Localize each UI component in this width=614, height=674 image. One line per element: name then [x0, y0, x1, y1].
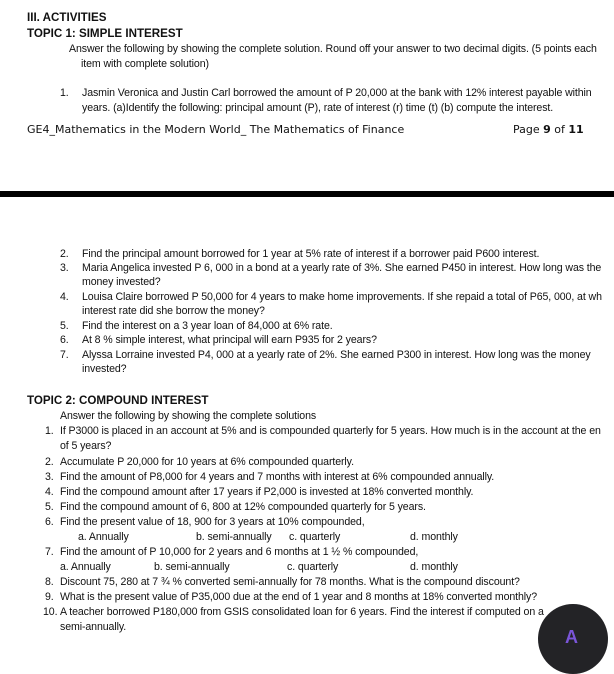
item-number: 8. — [45, 576, 54, 588]
topic1-item1-line2: years. (a)Identify the following: principal amount (P), rate of interest (r) time (t) (b) compute the interest. — [82, 102, 554, 114]
item-number: 4. — [60, 291, 69, 303]
item-number: 5. — [60, 320, 69, 332]
topic1-item7-line1: Alyssa Lorraine invested P4, 000 at a yearly rate of 2%. She earned P300 in interest. How long was the money — [82, 349, 591, 361]
page-current: 9 — [543, 123, 551, 136]
choice-d: d. monthly — [410, 561, 458, 573]
footer-course-title: GE4_Mathematics in the Modern World_ The Mathematics of Finance — [27, 123, 405, 136]
topic2-item2: Accumulate P 20,000 for 10 years at 6% compounded quarterly. — [60, 456, 354, 468]
item-number: 3. — [60, 262, 69, 274]
item-number: 1. — [60, 87, 69, 99]
item-number: 10. — [43, 606, 58, 618]
topic1-item4-line1: Louisa Claire borrowed P 50,000 for 4 years to make home improvements. If she repaid a total of P65, 000, at wh — [82, 291, 602, 303]
page-total: 11 — [568, 123, 584, 136]
topic1-item2: Find the principal amount borrowed for 1 year at 5% rate of interest if a borrower paid P600 interest. — [82, 248, 540, 260]
topic1-item7-line2: invested? — [82, 363, 127, 375]
choice-b: b. semi-annually — [154, 561, 230, 573]
accessibility-icon: A — [565, 627, 578, 647]
topic2-item1-line2: of 5 years? — [60, 440, 112, 452]
item-number: 2. — [60, 248, 69, 260]
topic2-item9: What is the present value of P35,000 due at the end of 1 year and 8 months at 18% converted monthly? — [60, 591, 538, 603]
item-number: 1. — [45, 425, 54, 437]
choice-a: a. Annually — [78, 531, 129, 543]
item-number: 3. — [45, 471, 54, 483]
topic2-item10-line1: A teacher borrowed P180,000 from GSIS consolidated loan for 6 years. Find the interest if computed on a — [60, 606, 544, 618]
item-number: 7. — [60, 349, 69, 361]
item-number: 9. — [45, 591, 54, 603]
choice-c: c. quarterly — [287, 561, 339, 573]
item-number: 5. — [45, 501, 54, 513]
topic2-instructions: Answer the following by showing the complete solutions — [60, 410, 317, 422]
topic2-item1-line1: If P3000 is placed in an account at 5% and is compounded quarterly for 5 years. How much is in the account at the en — [60, 425, 601, 437]
topic1-title: TOPIC 1: SIMPLE INTEREST — [27, 27, 183, 40]
topic1-instructions-line2: item with complete solution) — [81, 58, 209, 70]
topic2-item6: Find the present value of 18, 900 for 3 years at 10% compounded, — [60, 516, 365, 528]
topic1-item6: At 8 % simple interest, what principal will earn P935 for 2 years? — [82, 334, 377, 346]
section-title: III. ACTIVITIES — [27, 11, 107, 24]
topic1-instructions-line1: Answer the following by showing the complete solution. Round off your answer to two decimal digits. (5 points each — [69, 43, 597, 55]
choice-a: a. Annually — [60, 561, 111, 573]
topic1-item4-line2: interest rate did she borrow the money? — [82, 305, 265, 317]
page-indicator — [513, 123, 584, 136]
topic1-item5: Find the interest on a 3 year loan of 84,000 at 6% rate. — [82, 320, 333, 332]
choice-d: d. monthly — [410, 531, 458, 543]
choice-c: c. quarterly — [289, 531, 341, 543]
page-of: of — [550, 123, 569, 136]
topic2-item8: Discount 75, 280 at 7 ¾ % converted semi-annually for 78 months. What is the compound discount? — [60, 576, 520, 588]
topic2-item10-line2: semi-annually. — [60, 621, 127, 633]
choice-b: b. semi-annually — [196, 531, 272, 543]
topic2-title: TOPIC 2: COMPOUND INTEREST — [27, 394, 209, 407]
item-number: 4. — [45, 486, 54, 498]
topic1-item3-line1: Maria Angelica invested P 6, 000 in a bond at a yearly rate of 3%. She earned P450 in interest. How long was the — [82, 262, 602, 274]
topic1-item1-line1: Jasmin Veronica and Justin Carl borrowed the amount of P 20,000 at the bank with 12% interest payable within — [82, 87, 592, 99]
topic2-item7: Find the amount of P 10,000 for 2 years and 6 months at 1 ½ % compounded, — [60, 546, 419, 558]
item-number: 2. — [45, 456, 54, 468]
item-number: 7. — [45, 546, 54, 558]
topic2-item3: Find the amount of P8,000 for 4 years and 7 months with interest at 6% compounded annually. — [60, 471, 495, 483]
page-prefix: Page — [513, 123, 544, 136]
topic2-item4: Find the compound amount after 17 years if P2,000 is invested at 18% converted monthly. — [60, 486, 474, 498]
topic2-item5: Find the compound amount of 6, 800 at 12% compounded quarterly for 5 years. — [60, 501, 426, 513]
item-number: 6. — [45, 516, 54, 528]
item-number: 6. — [60, 334, 69, 346]
topic1-item3-line2: money invested? — [82, 276, 161, 288]
page-divider — [0, 191, 614, 197]
